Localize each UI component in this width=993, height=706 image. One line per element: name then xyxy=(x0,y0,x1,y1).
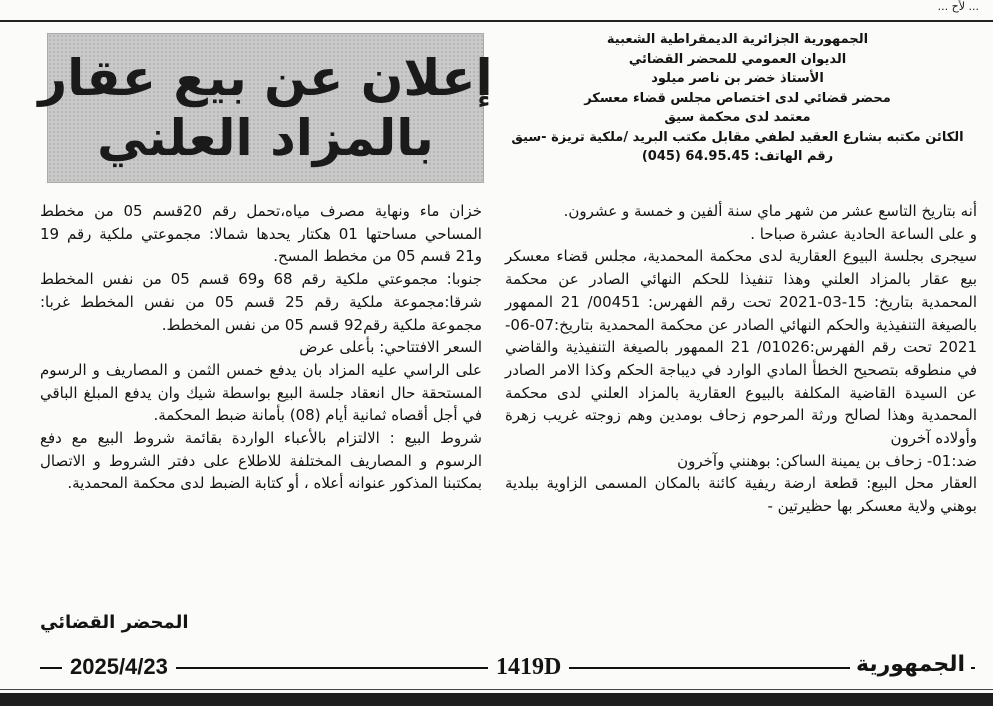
paragraph: على الراسي عليه المزاد بان يدفع خمس الثمن و المصاريف و الرسوم المستحقة حال انعقاد جلسة البيع بواسطة شيك وان يدفع المبلغ الباقي في أجل أقصاه ثمانية أيام (08) بأمانة ضبط المحكمة. xyxy=(40,360,482,425)
footer-code: 1419D xyxy=(488,654,569,681)
header-line: الجمهورية الجزائرية الديمقراطية الشعبية xyxy=(606,32,869,47)
paragraph: أنه بتاريخ التاسع عشر من شهر ماي سنة ألفين و خمسة و عشرون. xyxy=(563,202,977,220)
paragraph: شروط البيع : الالتزام بالأعباء الواردة بقائمة شروط البيع مع دفع الرسوم و المصاريف المختلفة للاطلاع على دفتر الشروط و الاتصال بمكتبنا المذكور عنوانه أعلاه ، أو كتابة الضبط لدى محكمة المحمدية. xyxy=(40,429,482,493)
announcement-title-box xyxy=(38,33,493,183)
left-text-column xyxy=(40,200,482,495)
bottom-rule xyxy=(0,689,993,690)
header-line: رقم الهاتف: 64.95.45 (045) xyxy=(641,149,834,164)
paragraph: خزان ماء ونهاية مصرف مياه،تحمل رقم 20قسم 05 من مخطط المساحي مساحتها 01 هكتار يحدها شمالا: مجموعتي ملكية رقم 19 و21 قسم 05 من مخطط المسح. xyxy=(40,202,483,266)
right-text-column xyxy=(505,200,977,518)
paragraph: سيجرى بجلسة البيوع العقارية لدى محكمة المحمدية، مجلس قضاء معسكر بيع عقار بالمزاد العلني وهذا تنفيذا للحكم النهائي الصادر عن محكمة المحمدية بتاريخ: 15-03-2021 تحت رقم الفهرس: 00451/ 21 الممهور بالصيغة التنفيذية والحكم النهائي الصادر عن محكمة المحمدية بتاريخ:07-06-2021 تحت رقم الفهرس:01026/ 21 الممهور بالصيغة التنفيذية والقاضي في منطوقه بتصحيح الخطأ المادي الوارد في ديباجة الحكم وكذا الامر الصادر عن السيدة القاضية المكلفة بالبيوع العقارية بالمزاد العلني لدى محكمة المحمدية وهذا لصالح ورثة المرحوم زحاف بومدين وهم زوجته غريب زهرة وأولاده آخرون xyxy=(505,247,978,448)
announcement-title-line-1: إعلان عن بيع عقار xyxy=(38,49,493,107)
header-line: معتمد لدى محكمة سيق xyxy=(664,110,811,125)
header-line: الديوان العمومي للمحضر القضائي xyxy=(628,51,847,67)
header-line: الأستاذ خضر بن ناصر ميلود xyxy=(651,71,824,86)
bailiff-header xyxy=(505,30,970,167)
signature: المحضر القضائي xyxy=(40,612,189,633)
header-line: محضر قضائي لدى اختصاص مجلس قضاء معسكر xyxy=(584,90,891,106)
top-rule xyxy=(0,20,993,22)
paragraph: و على الساعة الحادية عشرة صباحا . xyxy=(750,224,977,243)
newspaper-logo: الجمهورية xyxy=(850,652,971,677)
bottom-band xyxy=(0,693,993,706)
footer-date: 2025/4/23 xyxy=(62,654,176,680)
page-top-fragment: ... لأح ... xyxy=(937,0,979,13)
paragraph: جنوبا: مجموعتي ملكية رقم 68 و69 قسم 05 من نفس المخطط شرقا:مجموعة ملكية رقم 25 قسم 05 من نفس المخطط غربا: مجموعة ملكية رقم92 قسم 05 من نفس المخطط. xyxy=(40,270,483,334)
paragraph: العقار محل البيع: قطعة ارضة ريفية كائنة بالمكان المسمى الزاوية ببلدية بوهني ولاية معسكر بها حظيرتين - xyxy=(505,474,977,516)
header-line: الكائن مكتبه بشارع العقيد لطفي مقابل مكتب البريد /ملكية تريزة -سيق xyxy=(511,129,964,145)
announcement-title-line-2: بالمزاد العلني xyxy=(97,109,434,167)
paragraph: ضد:01- زحاف بن يمينة الساكن: بوهنني وآخرون xyxy=(677,451,977,470)
paragraph: السعر الافتتاحي: بأعلى عرض xyxy=(299,338,482,357)
